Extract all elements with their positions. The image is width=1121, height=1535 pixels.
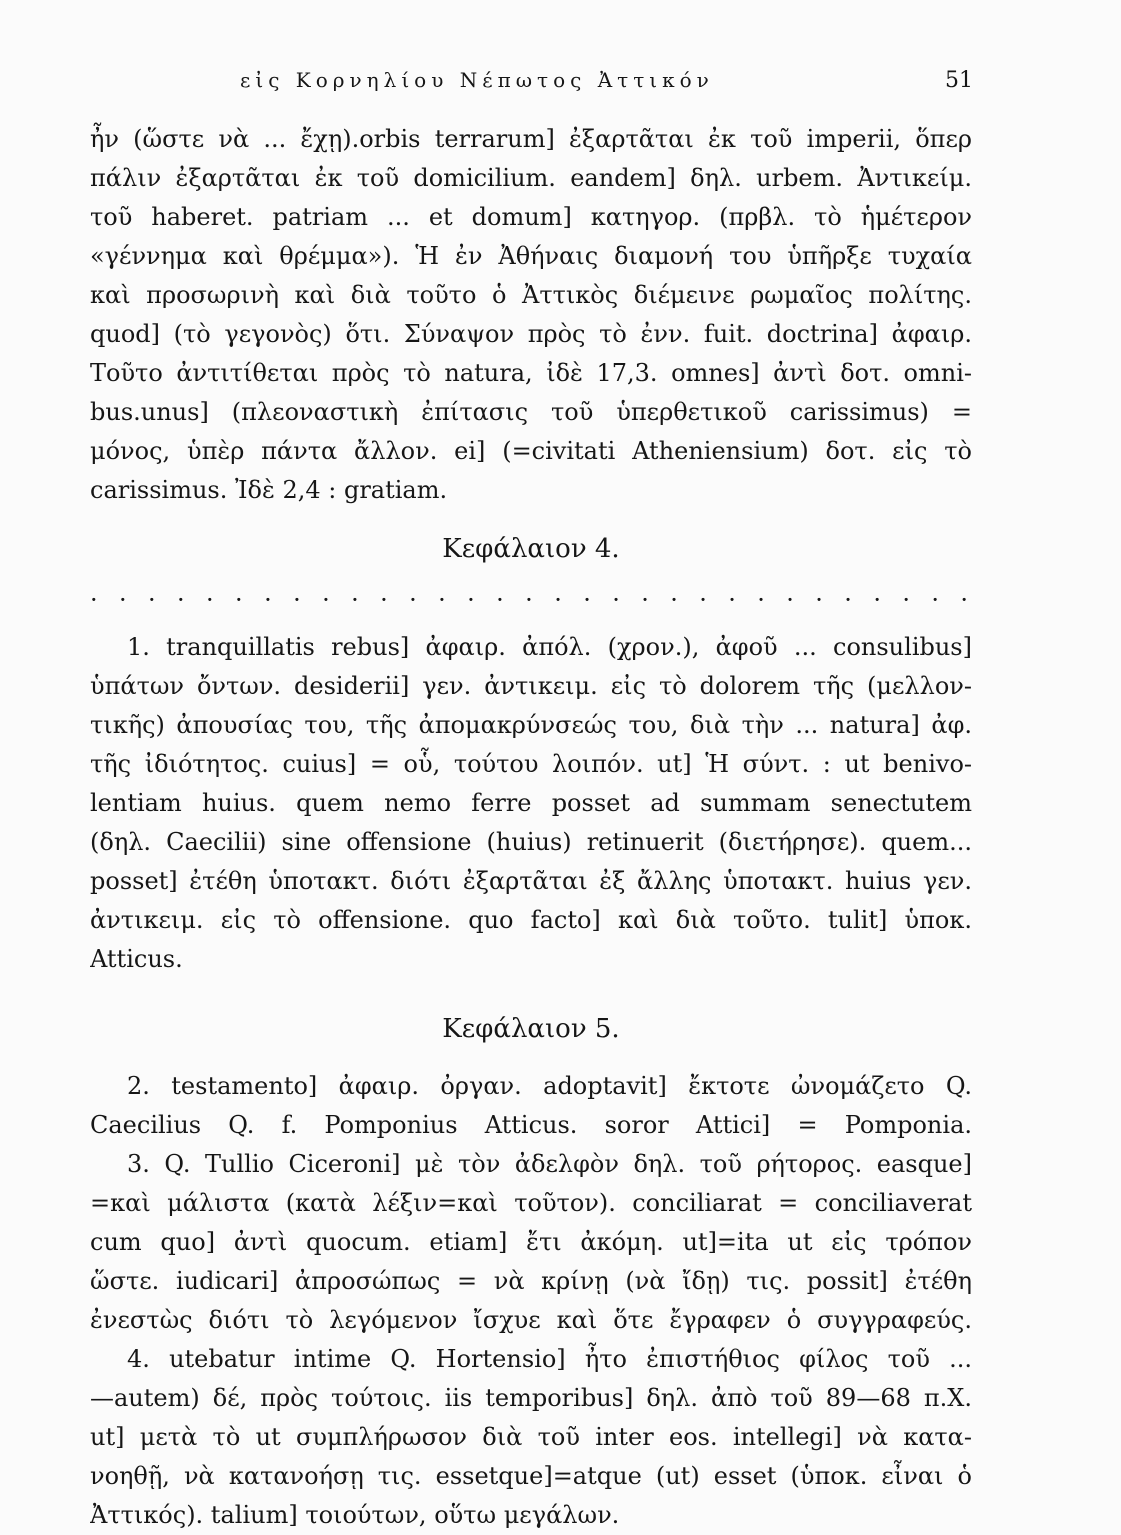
text-line: cum quo] ἀντὶ quocum. etiam] ἔτι ἀκόμη. ut]=ita ut εἰς τρόπον [90, 1228, 972, 1256]
text-line: bus.unus] (πλεοναστικὴ ἐπίτασις τοῦ ὑπερθετικοῦ carissimus) = [90, 398, 972, 426]
text-line: μόνος, ὑπὲρ πάντα ἄλλον. ei] (=civitati Atheniensium) δοτ. εἰς τὸ [90, 437, 972, 465]
text-line: ἦν (ὥστε νὰ ... ἔχῃ).orbis terrarum] ἐξαρτᾶται ἐκ τοῦ imperii, ὅπερ [90, 125, 972, 153]
text-line: Τοῦτο ἀντιτίθεται πρὸς τὸ natura, ἰδὲ 17,3. omnes] ἀντὶ δοτ. omni- [90, 359, 972, 387]
text-line: ὑπάτων ὄντων. desiderii] γεν. ἀντικειμ. εἰς τὸ dolorem τῆς (μελλον- [90, 672, 972, 700]
text-line: τοῦ haberet. patriam ... et domum] κατηγορ. (πρβλ. τὸ ἡμέτερον [90, 203, 972, 231]
text-line: ὥστε. iudicari] ἀπροσώπως = νὰ κρίνῃ (νὰ ἴδῃ) τις. possit] ἐτέθη [90, 1267, 972, 1295]
commentary-text [90, 120, 972, 1535]
page-number: 51 [945, 68, 973, 93]
text-line: ἐνεστὼς διότι τὸ λεγόμενον ἴσχυε καὶ ὅτε ἔγραφεν ὁ συγγραφεύς. [90, 1306, 972, 1334]
text-line: 1. tranquillatis rebus] ἀφαιρ. ἀπόλ. (χρον.), ἀφοῦ ... consulibus] [127, 633, 972, 661]
text-line: τικῆς) ἀπουσίας του, τῆς ἀπομακρύνσεώς του, διὰ τὴν ... natura] ἀφ. [90, 711, 972, 739]
text-line: πάλιν ἐξαρτᾶται ἐκ τοῦ domicilium. eandem] δηλ. urbem. Ἀντικείμ. [90, 164, 972, 192]
text-line: 2. testamento] ἀφαιρ. ὀργαν. adoptavit] ἔκτοτε ὠνομάζετο Q. [127, 1072, 972, 1100]
ellipsis-row: · · · · · · · · · · · · · · · · · · · · · · · · · · · · · · · [90, 588, 972, 614]
text-line: quod] (τὸ γεγονὸς) ὅτι. Σύναψον πρὸς τὸ ἐνν. fuit. doctrina] ἀφαιρ. [90, 320, 972, 348]
text-line: Caecilius Q. f. Pomponius Atticus. soror Attici] = Pomponia. [90, 1111, 972, 1139]
text-line: καὶ προσωρινὴ καὶ διὰ τοῦτο ὁ Ἀττικὸς διέμεινε ρωμαῖος πολίτης. [90, 281, 972, 309]
text-line: posset] ἐτέθη ὑποτακτ. διότι ἐξαρτᾶται ἐξ ἄλλης ὑποτακτ. huius γεν. [90, 867, 972, 895]
text-line: τῆς ἰδιότητος. cuius] = οὗ, τούτου λοιπόν. ut] Ἡ σύντ. : ut benivo- [90, 750, 972, 778]
chapter-5-heading: Κεφάλαιον 5. [442, 1014, 620, 1044]
text-line: «γέννημα καὶ θρέμμα»). Ἡ ἐν Ἀθήναις διαμονή του ὑπῆρξε τυχαία [90, 242, 972, 270]
text-line: 4. utebatur intime Q. Hortensio] ἦτο ἐπιστήθιος φίλος τοῦ ... [127, 1345, 972, 1373]
running-title: εἰς Κορνηλίου Νέπωτος Ἀττικόν [240, 68, 714, 92]
text-line: (δηλ. Caecilii) sine offensione (huius) retinuerit (διετήρησε). quem... [90, 828, 972, 856]
text-line: 3. Q. Tullio Ciceroni] μὲ τὸν ἀδελφὸν δηλ. τοῦ ρήτορος. easque] [127, 1150, 972, 1178]
chapter-4-heading: Κεφάλαιον 4. [442, 534, 620, 564]
text-line: Atticus. [90, 945, 183, 973]
text-line: —autem) δέ, πρὸς τούτοις. iis temporibus] δηλ. ἀπὸ τοῦ 89—68 π.Χ. [90, 1384, 972, 1412]
text-line: carissimus. Ἰδὲ 2,4 : gratiam. [90, 476, 448, 504]
text-line: ἀντικειμ. εἰς τὸ offensione. quo facto] καὶ διὰ τοῦτο. tulit] ὑποκ. [90, 906, 972, 934]
text-line: ut] μετὰ τὸ ut συμπλήρωσον διὰ τοῦ inter eos. intellegi] νὰ κατα- [90, 1423, 972, 1451]
text-line: Ἀττικός). talium] τοιούτων, οὕτω μεγάλων. [90, 1501, 620, 1529]
text-line: νοηθῇ, νὰ κατανοήσῃ τις. essetque]=atque (ut) esset (ὑποκ. εἶναι ὁ [90, 1462, 972, 1490]
text-line: lentiam huius. quem nemo ferre posset ad summam senectutem [90, 789, 972, 817]
text-line: =καὶ μάλιστα (κατὰ λέξιν=καὶ τοῦτον). conciliarat = conciliaverat [90, 1189, 972, 1217]
